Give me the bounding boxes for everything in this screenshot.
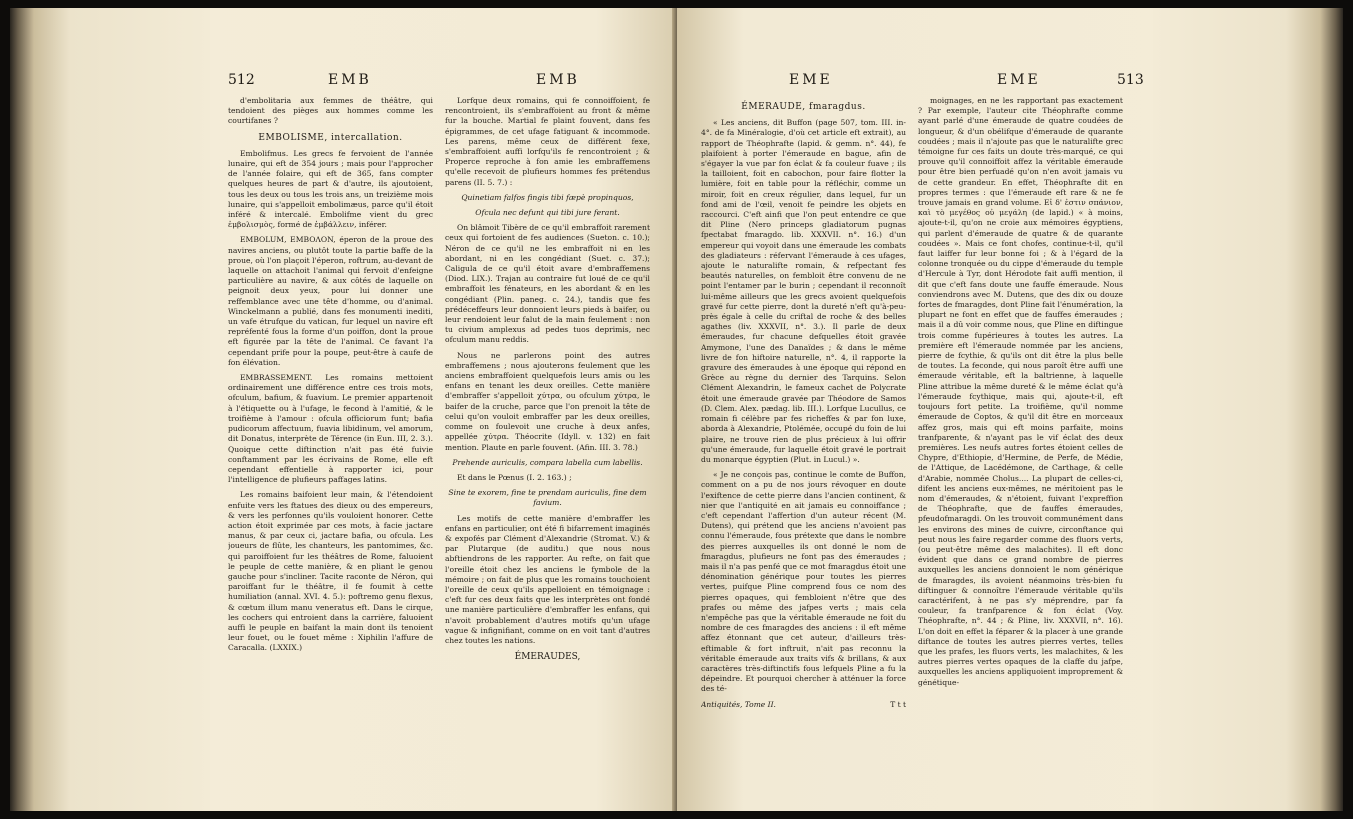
paragraph: moignages, en ne les rapportant pas exactement ? Par exemple, l'auteur cite Théophrafte comme ayant parlé d'une émeraude de quatre coudées de longueur, & d'un obélifque d'émeraude de quarante coudées ; mais il n'ajoute pas que le naturalifte grec témoigne fur ces faits un doute très-marqué, ce qui prouve qu'il connoiffoit affez la véritable émeraude pour être bien perfuadé qu'on n'en avoit jamais vu de cette grandeur. En effet, Théophrafte dit en propres termes : que l'émeraude eft rare & ne fe trouve jamais en grand volume. Εἰ δ' ἐστιν σπάνιον, καὶ τὸ μεγέθος οὐ μεγάλη (de lapid.) « à moins, ajoute-t-il, qu'on ne croie aux mémoires égyptiens, qui parlent d'émeraude de quatre & de quarante coudées ». Mais ce font chofes, continue-t-il, qu'il faut laiffer fur leur bonne foi ; & à l'égard de la colonne tronquée ou du cippe d'émeraude du temple d'Hercule à Tyr, dont Hérodote fait auffi mention, il dit que c'eft fans doute une fauffe émeraude. Nous conviendrons avec M. Dutens, que des dix ou douze fortes de fmaragdes, dont Pline fait l'énumération, la plupart ne font en effet que de fauffes émeraudes ; mais il a dû voir comme nous, que Pline en diftingue trois comme fupérieures à toutes les autres. La première eft l'émeraude nommée par les anciens, pierre de fcythie, & qu'ils ont dit être la plus belle de toutes. La feconde, qui nous paroît être auffi une émeraude véritable, eft la baltrienne, à laquelle Pline attribue la même dureté & le même éclat qu'à l'émeraude fcythique, mais qui, ajoute-t-il, eft toujours fort petite. La troifième, qu'il nomme émeraude de Coptos, & qu'il dit être en morceaux affez gros, mais qui eft moins parfaite, moins tranfparente, & n'ayant pas le vif éclat des deux premières. Les neufs autres fortes étoient celles de Chypre, d'Ethiopie, d'Hermine, de Perfe, de Médie, de l'Attique, de Lacédémone, de Carthage, & celle d'Arabie, nommée Cholus.... La plupart de celles-ci, difent les anciens eux-mêmes, ne méritoient pas le nom d'émeraudes, & n'étoient, fuivant l'expreffion de Théophrafte, que de fauffes émeraudes, pfeudofmaragdi. On les trouvoit communément dans les environs des mines de cuivre, circonftance qui peut nous les faire regarder comme des fluors verts, (ou peut-être même des malachites). Il eft donc évident que dans ce grand nombre de pierres auxquelles les anciens donnoient le nom générique de fmaragdes, ils avoient néanmoins très-bien fu diftinguer & connoître l'émeraude véritable qu'ils caractérifent, à ne pas s'y méprendre, par fa couleur, fa tranfparence & fon éclat (Voy. Théophrafte, n°. 44 ; & Pline, liv. XXXVII, n°. 16). L'on doit en effet la féparer & la placer à une grande diftance de toutes les autres pierres vertes, telles que les prafes, les fluors verts, les malachites, & les autres pierres vertes opaques de la claffe du jafpe, auxquelles les anciens appliquoient improprement & génétique- (918, 96, 1123, 687)
page-number-right: 513 (1117, 72, 1144, 88)
page-footer (701, 700, 906, 710)
paragraph: Les romains baifoient leur main, & l'étendoient enfuite vers les ftatues des dieux ou des empereurs, & vers les perfonnes qu'ils vouloient honorer. Cette action étoit exprimée par ces mots, à facie jactare manus, & par ceux ci, jactare bafia, ou ofcula. Les joueurs de flûte, les chanteurs, les pantomimes, &c. qui paroiffoient fur les théâtres de Rome, faluoient le peuple de cette manière, & en pliant le genou gauche pour s'incliner. Tacite raconte de Néron, qui paroiffant fur le théâtre, il fe foumit à cette humiliation (annal. XVI. 4. 5.): poftremo genu flexus, & cœtum illum manu veneratus eft. Dans le cirque, les cochers qui entroient dans la carrière, faluoient auffi le peuple en baifant la main dont ils tenoient leur fouet, ou le fouet même : Xiphilin l'affure de Caracalla. (LXXIX.) (228, 490, 433, 653)
paragraph: On blâmoit Tibère de ce qu'il embraffoit rarement ceux qui fortoient de fes audiences (Sueton. c. 10.); Néron de ce qu'il ne les embraffoit ni en les abordant, ni en les congédiant (Suet. c. 37.); Caligula de ce qu'il étoit avare d'embraffemens (Diod. LIX.). Trajan au contraire fut loué de ce qu'il embraffoit les fénateurs, en les abordant & en les congédiant (Plin. paneg. c. 24.), tandis que fes prédéceffeurs leur donnoient leurs pieds à baifer, ou leur rendoient leur falut de la main feulement : non tu civium amplexus ad pedes tuos deprimis, nec ofculum manu reddis. (445, 223, 650, 345)
paragraph: Embolifmus. Les grecs fe fervoient de l'année lunaire, qui eft de 354 jours ; mais pour l'approcher de l'année folaire, qui eft de 365, fans compter quelques heures de part & d'autre, ils ajoutoient, tous les deux ou tous les trois ans, un treizième mois lunaire, qui s'appelloit embolimæus, parce qu'il étoit inféré & intercalé. Embolifme vient du grec ἐμβολισμὸς, formé de ἐμβάλλειν, inférer. (228, 148, 433, 230)
page-shadow-left (10, 8, 210, 811)
paragraph: Lorfque deux romains, qui fe connoiffoient, fe rencontroient, ils s'embraffoient au front & même fur la bouche. Martial fe plaint fouvent, dans fes épigrammes, de cet ufage fatiguant & incommode. Les parens, même ceux de différent fexe, s'embraffoient auffi lorfqu'ils fe rencontroient ; & Properce reproche à fon amie les embraffemens qu'elle recevoit de plufieurs hommes fes prétendus parens (II. 5. 7.) : (445, 96, 650, 187)
paragraph: « Les anciens, dit Buffon (page 507, tom. III. in-4°. de fa Minéralogie, d'où cet article eft extrait), au rapport de Théophrafte (lapid. & gemm. n°. 44), fe plaifoient à porter l'émeraude en bague, afin de s'égayer la vue par fon éclat & fa couleur fuave ; ils la tailloient, foit en cabochon, pour faire flotter la lumière, foit en table pour la réfléchir, comme un miroir, foit en creux régulier, dans lequel, fur un fond ami de l'œil, venoit fe peindre les objets en raccourci. C'eft ainfi que l'on peut entendre ce que dit Pline (Nero princeps gladiatorum pugnas fpectabat fmaragdo. lib. XXXVII. n°. 16.) d'un empereur qui voyoit dans une émeraude les combats des gladiateurs : réfervant l'émeraude à ces ufages, ajoute le naturalifte romain, & refpectant fes beautés naturelles, on fembloit être convenu de ne point l'entamer par le burin ; cependant il reconnoît lui-même ailleurs que les grecs avoient quelquefois gravé fur cette pierre, dont la dureté n'eft qu'à-peu-près égale à celle du criftal de roche & des belles agathes (liv. XXXVII, n°. 3.). Il parle de deux émeraudes, fur chacune defquelles étoit gravée Amymone, l'une des Danaïdes ; & dans le même livre de fon hiftoire naturelle, n°. 4, il rapporte la gravure des émeraudes à une époque qui répond en Grèce au règne du dernier des Tarquins. Selon Clément Alexandrin, le fameux cachet de Polycrate étoit une émeraude gravée par Théodore de Samos (D. Clem. Alex. pædag. lib. III.). Lorfque Lucullus, ce romain fi célèbre par fes richeffes & par fon luxe, aborda à Alexandrie, Ptolémée, occupé du foin de lui plaire, ne trouve rien de plus précieux à lui offrir qu'une émeraude, fur laquelle étoit gravé le portrait du monarque égyptien (Plut. in Lucul.) ». (701, 118, 906, 464)
paragraph: Et dans le Pœnus (I. 2. 163.) ; (457, 472, 572, 482)
paragraph: EMBOLUM, EMBOΛON, éperon de la proue des navires anciens, ou plutôt toute la partie baffe de la proue, où l'on plaçoit l'éperon, roftrum, au-devant de laquelle on attachoit l'animal qui fervoit d'enfeigne particulière au navire, & aux côtés de laquelle on peignoit deux yeux, pour lui donner une reffemblance avec une tête d'homme, ou d'animal. Winckelmann a publié, dans fes monumenti inediti, un vafe étrufque du vatican, fur lequel un navire eft repréfenté fous la forme d'un poiffon, dont la proue eft figurée par la tête de l'animal. Ce favant l'a cependant prife pour la poupe, peut-être à caufe de fon élévation. (228, 235, 433, 367)
paragraph: « Je ne conçois pas, continue le comte de Buffon, comment on a pu de nos jours révoquer en doute l'exiftence de cette pierre dans l'ancien continent, & nier que l'antiquité en ait jamais eu connoiffance ; c'eft cependant l'affertion d'un auteur récent (M. Dutens), qui prétend que les anciens n'avoient pas connu l'émeraude, fous prétexte que dans le nombre des pierres auxquelles ils ont donné le nom de fmaragdus, plufieurs ne font pas des émeraudes ; mais il n'a pas penfé que ce mot fmaragdus étoit une dénomination générique pour toutes les pierres vertes, puifque Pline comprend fous ce nom des pierres opaques, qui fembloient n'être que des prafes ou même des jafpes verts ; mais cela n'empêche pas que la véritable émeraude ne foit du nombre de ces fmaragdes des anciens : il eft même affez étonnant que cet auteur, d'ailleurs très-eftimable & fort inftruit, n'ait pas reconnu la véritable émeraude aux traits vifs & brillans, & aux caractères très-diftinctifs fous lefquels Pline a fu la dépeindre. Et pourquoi chercher à atténuer la force des té- (701, 470, 906, 694)
right-column-2 (918, 96, 1123, 803)
footer-title: Antiquités, Tome II. (701, 699, 776, 709)
left-column-1 (228, 96, 433, 803)
entry-heading: EMBOLISME, intercallation. (258, 132, 403, 143)
right-column-1 (701, 96, 906, 803)
quoted-verse: Ofcula nec defunt qui tibi jure ferant. (475, 208, 620, 218)
paragraph: Les motifs de cette manière d'embraffer les enfans en particulier, ont été fi bifarrement imaginés & expofés par Clément d'Alexandrie (Stromat. V.) & par Plutarque (de auditu.) que nous nous abftiendrons de les rapporter. Au refte, on fait que l'oreille étoit chez les anciens le fymbole de la mémoire ; on fait de plus que les romains touchoient l'oreille de ceux qu'ils appelloient en témoignage : c'eft fur ces deux faits que les interprètes ont fondé une manière particulière d'embraffer les enfans, qui n'avoit probablement d'autres motifs qu'un ufage vague & infignifiant, comme on en voit tant d'autres chez toutes les nations. (445, 513, 650, 645)
right-page (677, 8, 1343, 811)
signature-mark: T t t (890, 699, 906, 709)
left-columns (228, 96, 650, 803)
quoted-verse: Quinetiam falfos fingis tibi fæpè propinquos, (461, 192, 634, 202)
paragraph: ÉMERAUDES, (514, 652, 581, 663)
page-shadow-right (1153, 8, 1343, 811)
running-head-left-1: EMB (328, 72, 372, 88)
book-spread (10, 8, 1343, 811)
running-head-right-2: EME (997, 72, 1041, 88)
running-head-left-2: EMB (536, 72, 580, 88)
entry-heading: ÉMERAUDE, fmaragdus. (741, 102, 866, 112)
left-column-2 (445, 96, 650, 803)
quoted-verse: Prehende auriculis, compara labella cum labellis. (452, 457, 643, 467)
paragraph: d'embolitaria aux femmes de théâtre, qui tendoient des pièges aux hommes comme les courtifanes ? (228, 96, 433, 126)
left-page (10, 8, 676, 811)
running-head-right-1: EME (789, 72, 833, 88)
page-number-left: 512 (228, 72, 255, 88)
quoted-verse: Sine te exorem, fine te prendam auriculis, fine dem favium. (448, 488, 647, 508)
right-columns (701, 96, 1123, 803)
paragraph: Nous ne parlerons point des autres embraffemens ; nous ajouterons feulement que les anciens embraffoient quelquefois leurs amis ou les enfans en tenant les deux oreilles. Cette manière d'embraffer s'appelloit χύτρα, ou ofculum χύτρα, le baifer de la cruche, parce que l'on prenoit la tête de celui qu'on vouloit embraffer par les deux oreilles, comme on foulevoit une cruche à deux anfes, appellée χύτρα. Théocrite (Idyll. v. 132) en fait mention. Plaute en parle fouvent. (Afin. III. 3. 78.) (445, 350, 650, 452)
paragraph: EMBRASSEMENT. Les romains mettoient ordinairement une différence entre ces trois mots, ofculum, bafium, & fuavium. Le premier appartenoit à l'étiquette ou à l'ufage, le fecond à l'amitié, & le troifième à l'amour : ofcula officiorum funt; bafia pudicorum affectuum, fuavia libidinum, vel amorum, dit Donatus, interprète de Térence (in Eun. III, 2. 3.). Quoique cette diftinction n'ait pas été fuivie conftamment par les écrivains de Rome, elle eft cependant effentielle à rapporter ici, pour l'intelligence de plufieurs paffages latins. (228, 373, 433, 485)
